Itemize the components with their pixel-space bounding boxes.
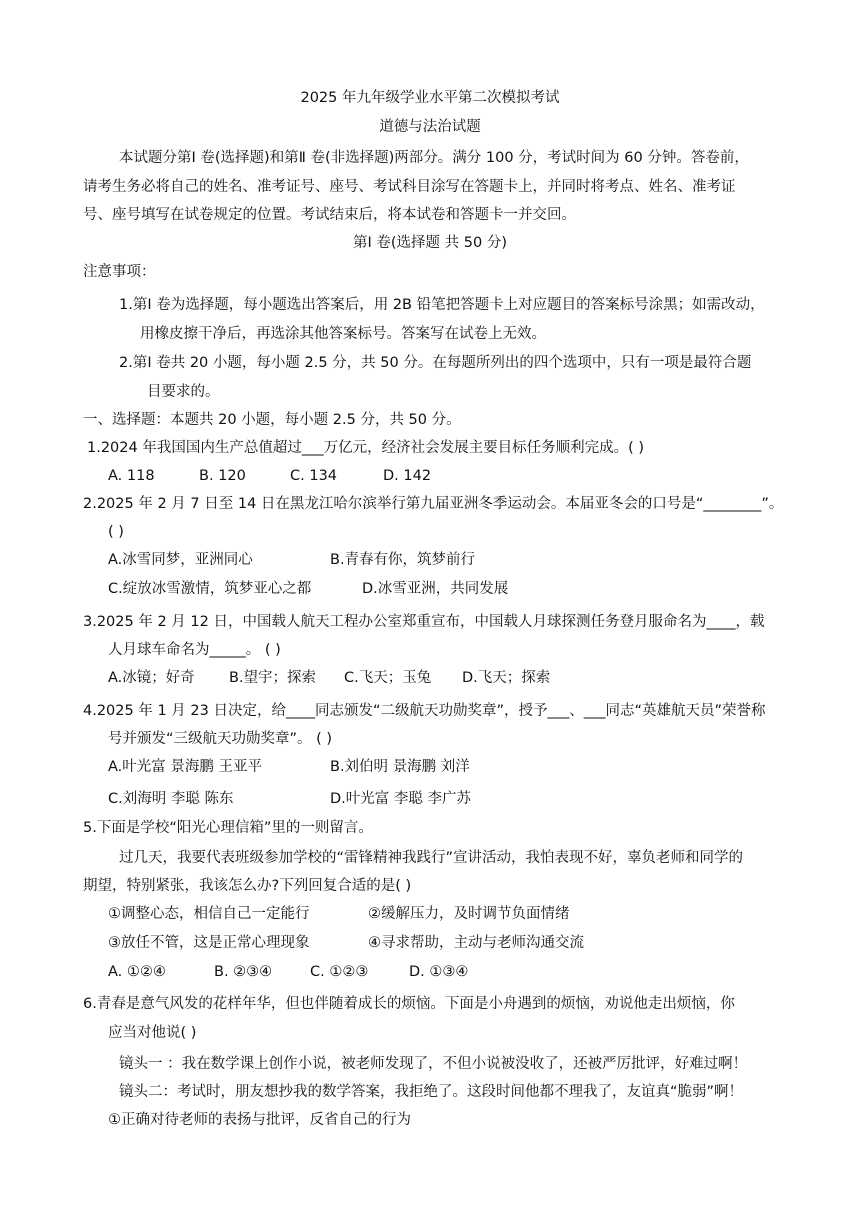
statement-3: ③放任不管，这是正常心理现象 (108, 935, 310, 951)
exam-subject: 道德与法治试题 (379, 119, 481, 135)
notice-item: 2.第Ⅰ 卷共 20 小题，每小题 2.5 分，共 50 分。在每题所列出的四个选项中，只有一项是最符合题 (119, 355, 752, 371)
statement-1: ①正确对待老师的表扬与批评，反省自己的行为 (108, 1112, 411, 1128)
option-a: A.冰雪同梦，亚洲同心 (108, 552, 253, 568)
notice-item: 1.第Ⅰ 卷为选择题，每小题选出答案后，用 2B 铅笔把答题卡上对应题目的答案标号涂黑；如需改动， (119, 297, 765, 313)
option-c: C.刘海明 李聪 陈东 (108, 791, 234, 807)
question-stem: 4.2025 年 1 月 23 日决定，给____同志颁发“二级航天功勋奖章”，授予___、___同志“英雄航天员”荣誉称 (83, 703, 766, 719)
question-stem: 3.2025 年 2 月 12 日，中国载人航天工程办公室郑重宣布，中国载人月球探测任务登月服命名为____，载 (83, 614, 765, 630)
passage-line: 过几天，我要代表班级参加学校的“雷锋精神我践行”宣讲活动，我怕表现不好，辜负老师和同学的 (119, 850, 744, 866)
part1-heading: 一、选择题：本题共 20 小题，每小题 2.5 分，共 50 分。 (83, 412, 461, 428)
intro-line: 本试题分第Ⅰ 卷(选择题)和第Ⅱ 卷(非选择题)两部分。满分 100 分，考试时间为 60 分钟。答卷前， (119, 150, 749, 166)
option-d: D. 142 (383, 468, 432, 484)
question-stem: 1.2024 年我国国内生产总值超过___万亿元，经济社会发展主要目标任务顺利完成。( ) (87, 440, 645, 456)
option-a: A.冰镜；好奇 (108, 670, 195, 686)
question-stem-cont: 号并颁发“三级航天功勋奖章”。 ( ) (108, 731, 333, 747)
question-stem: 6.青春是意气风发的花样年华，但也伴随着成长的烦恼。下面是小舟遇到的烦恼，劝说他走出烦恼，你 (83, 996, 735, 1012)
option-a: A. ①②④ (108, 964, 166, 980)
statement-1: ①调整心态，相信自己一定能行 (108, 906, 310, 922)
statement-2: ②缓解压力，及时调节负面情绪 (368, 906, 570, 922)
option-c: C.绽放冰雪激情，筑梦亚心之都 (108, 581, 312, 597)
intro-line: 号、座号填写在试卷规定的位置。考试结束后，将本试卷和答题卡一并交回。 (83, 207, 576, 223)
intro-line: 请考生务必将自己的姓名、准考证号、座号、考试科目涂写在答题卡上，并同时将考点、姓名、准考证 (83, 179, 736, 195)
question-stem: 5.下面是学校“阳光心理信箱”里的一则留言。 (83, 820, 373, 836)
option-d: D. ①③④ (409, 964, 469, 980)
option-a: A. 118 (108, 468, 155, 484)
option-b: B. 120 (199, 468, 246, 484)
option-c: C.飞天；玉兔 (344, 670, 432, 686)
question-stem-cont: ( ) (108, 524, 124, 540)
notice-label: 注意事项： (83, 264, 156, 280)
option-b: B.刘伯明 景海鹏 刘洋 (330, 759, 470, 775)
option-c: C. 134 (290, 468, 338, 484)
notice-item: 目要求的。 (147, 384, 220, 400)
option-d: D.飞天；探索 (462, 670, 551, 686)
notice-item: 用橡皮擦干净后，再选涂其他答案标号。答案写在试卷上无效。 (140, 326, 546, 342)
exam-title: 2025 年九年级学业水平第二次模拟考试 (300, 90, 560, 106)
statement-4: ④寻求帮助，主动与老师沟通交流 (368, 935, 584, 951)
option-b: B. ②③④ (214, 964, 273, 980)
option-b: B.青春有你，筑梦前行 (330, 552, 476, 568)
option-b: B.望宇；探索 (229, 670, 317, 686)
scene-1: 镜头一 ：我在数学课上创作小说，被老师发现了，不但小说被没收了，还被严厉批评，好难过啊！ (119, 1056, 748, 1072)
question-stem-cont: 人月球车命名为_____。 ( ) (108, 642, 281, 658)
option-d: D.冰雪亚洲，共同发展 (362, 581, 509, 597)
question-stem-cont: 应当对他说( ) (108, 1025, 197, 1041)
question-stem: 2.2025 年 2 月 7 日至 14 日在黑龙江哈尔滨举行第九届亚洲冬季运动会。本届亚冬会的口号是“________”。 (83, 496, 784, 512)
section1-title: 第Ⅰ 卷(选择题 共 50 分) (353, 235, 507, 251)
option-d: D.叶光富 李聪 李广苏 (330, 791, 471, 807)
passage-line: 期望，特别紧张，我该怎么办?下列回复合适的是( ) (83, 878, 412, 894)
option-a: A.叶光富 景海鹏 王亚平 (108, 759, 262, 775)
scene-2: 镜头二：考试时，朋友想抄我的数学答案，我拒绝了。这段时间他都不理我了，友谊真“脆弱”啊！ (119, 1084, 744, 1100)
option-c: C. ①②③ (310, 964, 369, 980)
